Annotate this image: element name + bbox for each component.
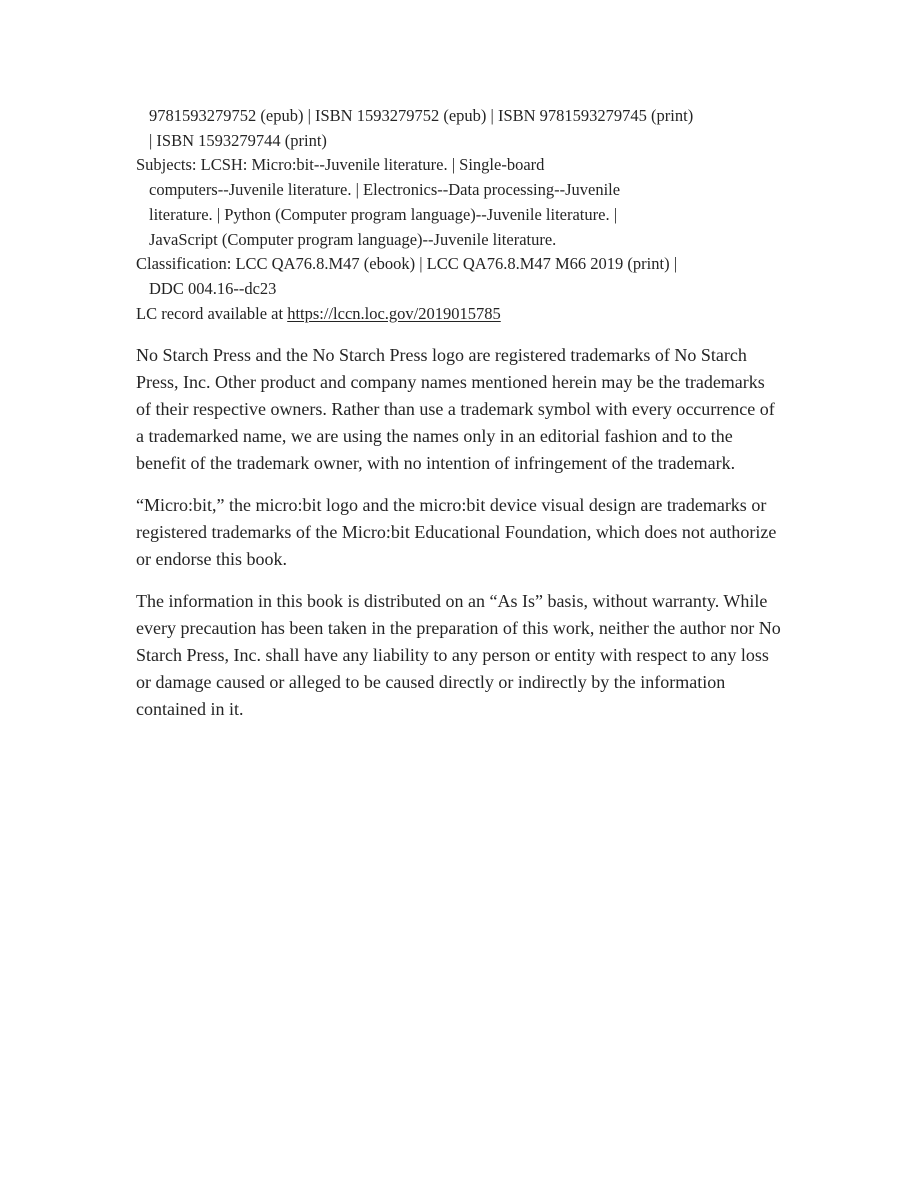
cip-line-subjects-3: literature. | Python (Computer program language)--Juvenile literature. | bbox=[149, 204, 617, 224]
trademark-notice-paragraph: No Starch Press and the No Starch Press logo are registered trademarks of No Starch Press, Inc. Other product and company names mentioned herein may be the trademarks of their respective owners. Rather than use a trademark symbol with every occurrence of a trademarked name, we are using the names only in an editorial fashion and to the benefit of the trademark owner, with no intention of infringement of the trademark. bbox=[136, 345, 775, 474]
cip-line-subjects-1: Subjects: LCSH: Micro:bit--Juvenile literature. | Single-board bbox=[136, 155, 545, 175]
lc-record-prefix: LC record available at bbox=[136, 303, 288, 323]
cip-data-block bbox=[136, 104, 782, 326]
page-content bbox=[136, 104, 782, 723]
cip-line-classification-1: Classification: LCC QA76.8.M47 (ebook) | LCC QA76.8.M47 M66 2019 (print) | bbox=[136, 254, 677, 274]
cip-line-isbn-2: | ISBN 1593279744 (print) bbox=[149, 130, 327, 150]
cip-line-lc-record bbox=[136, 302, 782, 327]
cip-line-isbn-1: 9781593279752 (epub) | ISBN 1593279752 (epub) | ISBN 9781593279745 (print) bbox=[149, 106, 694, 125]
cip-line-classification-2: DDC 004.16--dc23 bbox=[149, 278, 277, 298]
warranty-disclaimer-paragraph: The information in this book is distributed on an “As Is” basis, without warranty. While every precaution has been taken in the preparation of this work, neither the author nor No Starch Press, Inc. shall have any liability to any person or entity with respect to any loss or damage caused or alleged to be caused directly or indirectly by the information contained in it. bbox=[136, 591, 781, 720]
cip-line-subjects-2: computers--Juvenile literature. | Electronics--Data processing--Juvenile bbox=[149, 180, 621, 200]
cip-line-subjects-4: JavaScript (Computer program language)--Juvenile literature. bbox=[149, 229, 557, 249]
lccn-record-link[interactable]: https://lccn.loc.gov/2019015785 bbox=[287, 303, 501, 323]
microbit-trademark-paragraph: “Micro:bit,” the micro:bit logo and the micro:bit device visual design are trademarks or registered trademarks of the Micro:bit Educational Foundation, which does not authorize or endorse this book. bbox=[136, 495, 777, 570]
